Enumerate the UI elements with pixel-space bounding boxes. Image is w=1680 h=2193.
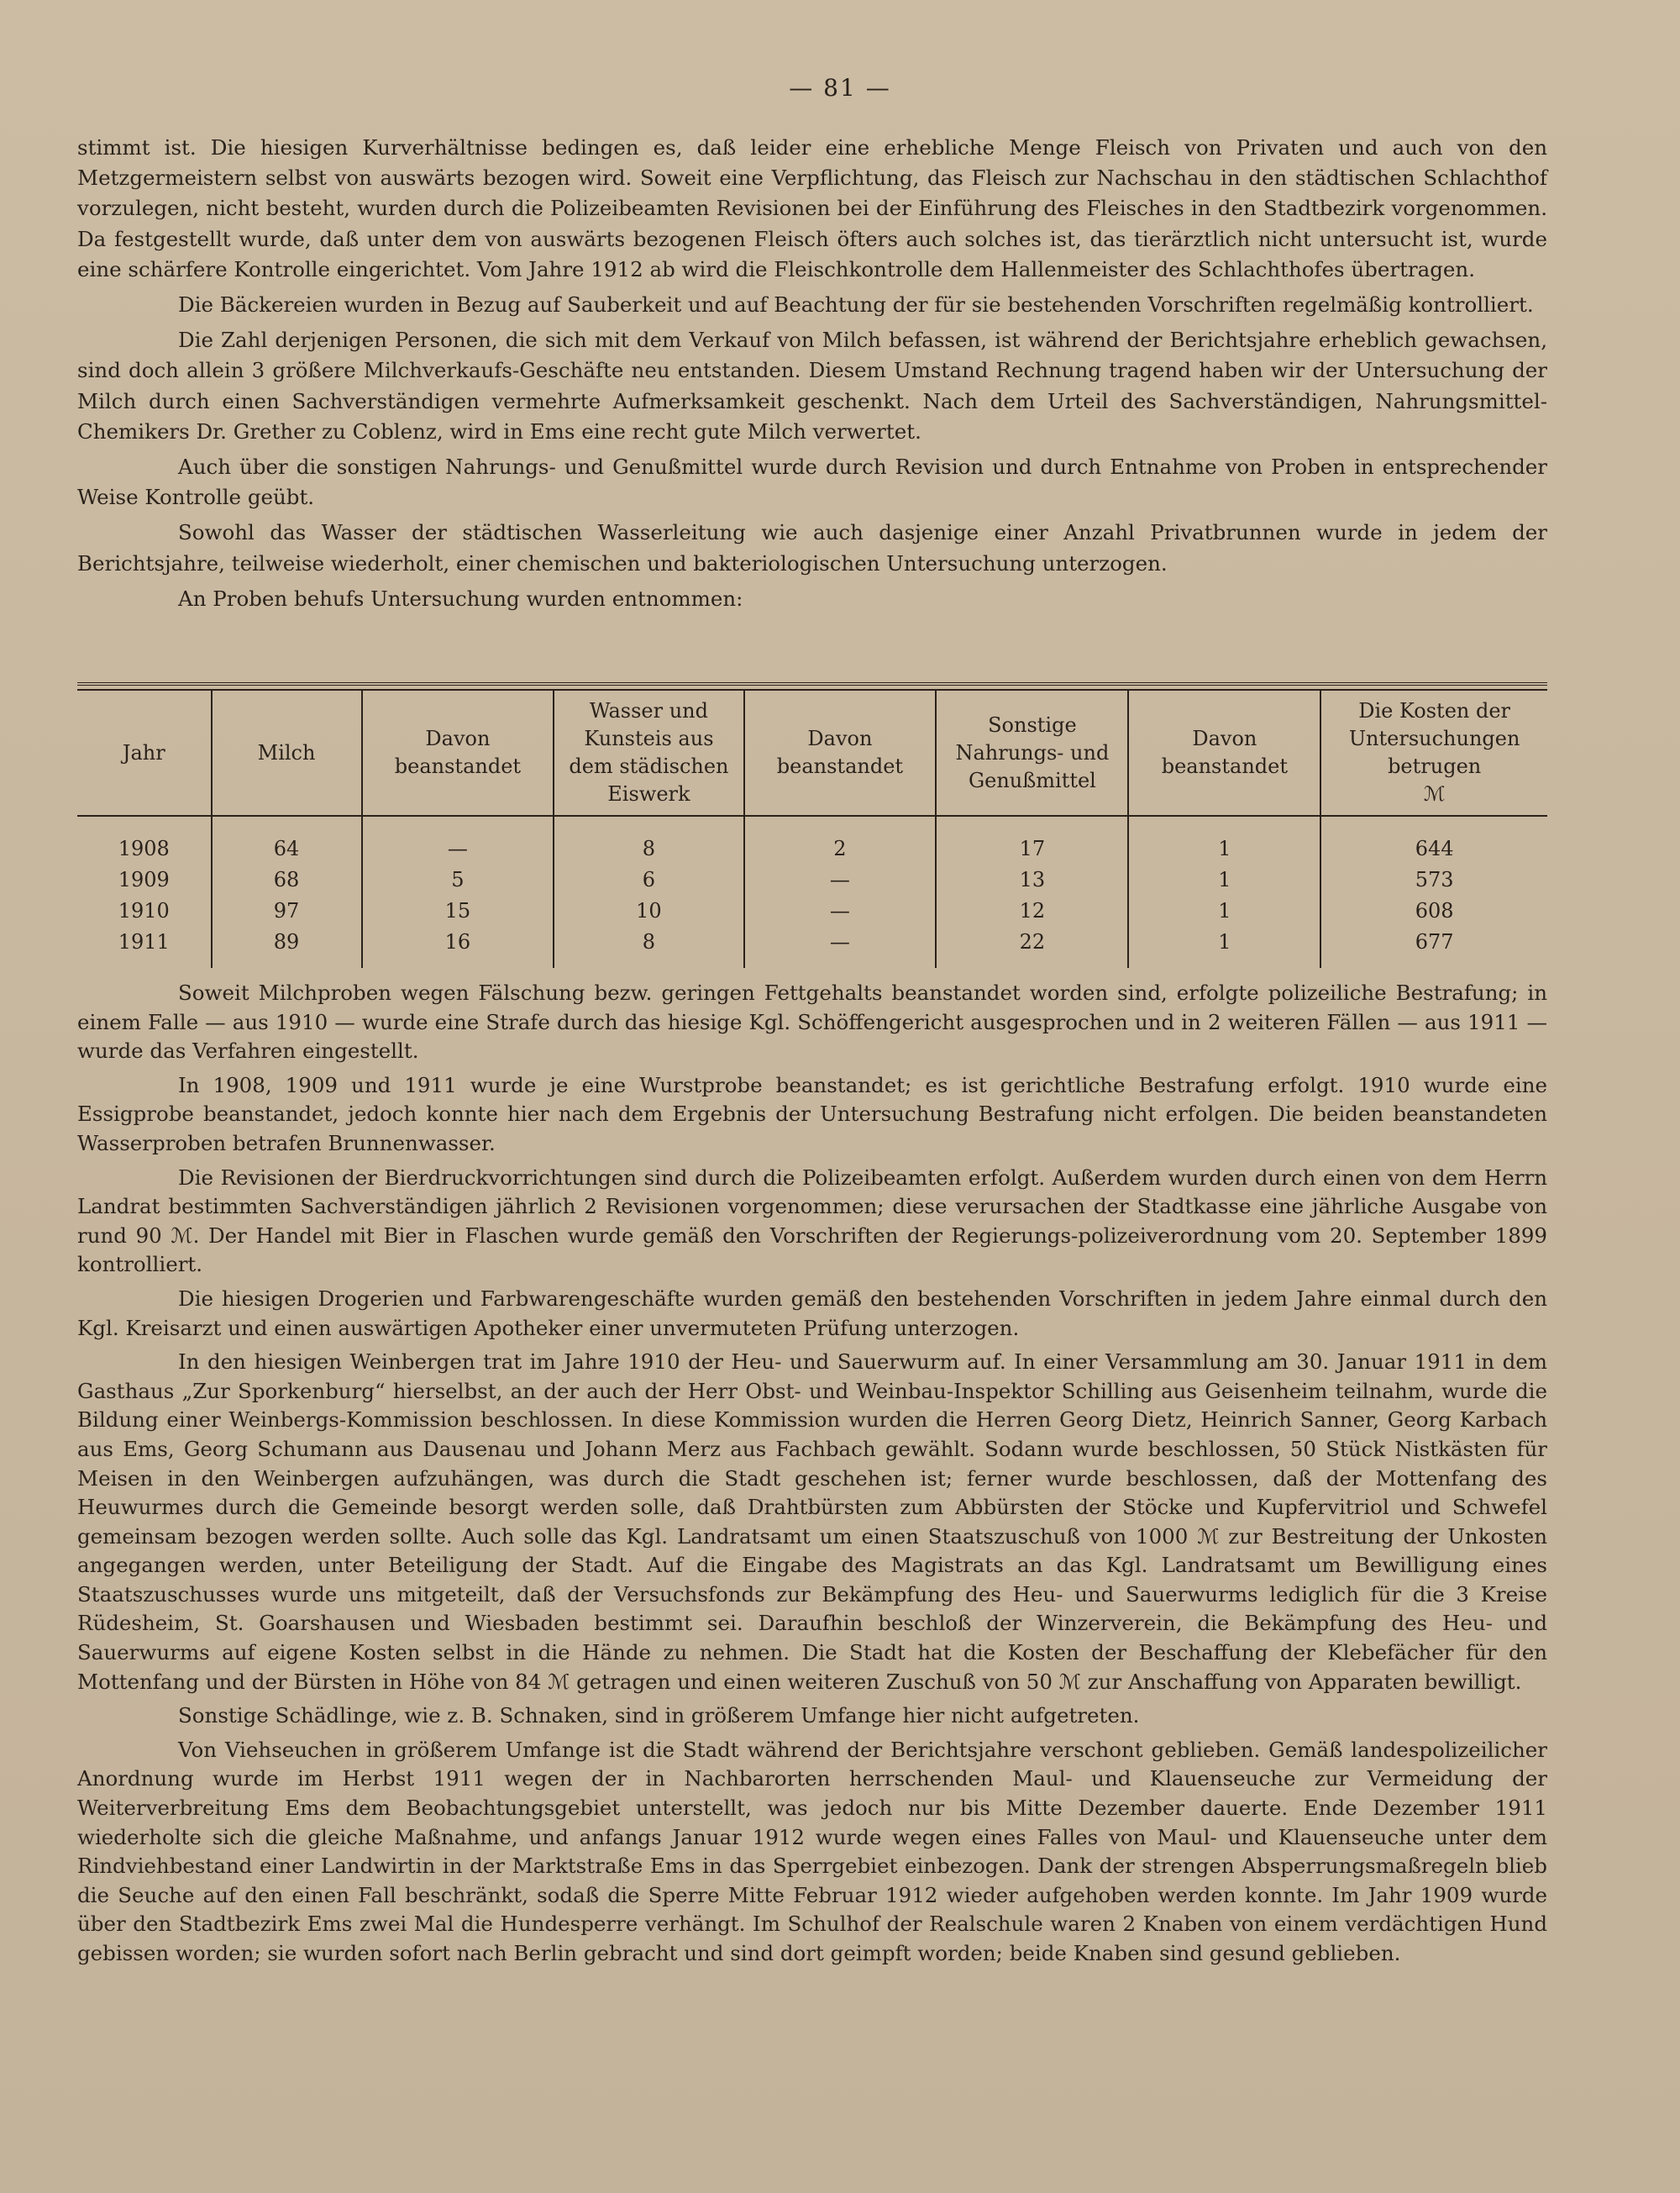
paragraph: Auch über die sonstigen Nahrungs- und Genußmittel wurde durch Revision und durch Entnahme von Proben in entsprechender Weise Kontrolle geübt. (77, 455, 1547, 510)
table-cell-sonst: 17 (936, 816, 1128, 865)
table-header-row (77, 690, 1547, 816)
table-cell-bean3: 1 (1128, 865, 1320, 896)
table-cell-kosten: 677 (1320, 927, 1547, 968)
header-milch: Milch (212, 690, 362, 816)
header-beanstandet: Davon beanstandet (744, 690, 937, 816)
table-row (77, 896, 1547, 927)
table-cell-wasser: 10 (554, 896, 743, 927)
table-cell-kosten: 644 (1320, 816, 1547, 865)
paragraph: Von Viehseuchen in größerem Umfange ist die Stadt während der Berichtsjahre verschont geblieben. Gemäß landespolizeilicher Anordnung wurde im Herbst 1911 wegen der in Nachbarorten herrschenden Maul- und Klauenseuche zur Vermeidung der Weiterverbreitung Ems dem Beobachtungsgebiet unterstellt, was jedoch nur bis Mitte Dezember dauerte. Ende Dezember 1911 wiederholte sich die gleiche Maßnahme, und anfangs Januar 1912 wurde wegen eines Falles von Maul- und Klauenseuche unter dem Rindviehbestand einer Landwirtin in der Marktstraße Ems in das Sperrgebiet einbezogen. Dank der strengen Absperrungsmaßregeln blieb die Seuche auf den einen Fall beschränkt, sodaß die Sperre Mitte Februar 1912 wieder aufgehoben werden konnte. Im Jahr 1909 wurde über den Stadtbezirk Ems zwei Mal die Hundesperre verhängt. Im Schulhof der Realschule waren 2 Knaben von einem verdächtigen Hund gebissen worden; sie wurden sofort nach Berlin gebracht und sind dort geimpft worden; beide Knaben sind gesund geblieben. (77, 1737, 1547, 1965)
text-block-bottom (77, 979, 1547, 1974)
table-cell-kosten: 608 (1320, 896, 1547, 927)
table-cell-bean2: — (744, 927, 937, 968)
table-cell-bean3: 1 (1128, 816, 1320, 865)
paragraph: Die Bäckereien wurden in Bezug auf Sauberkeit und auf Beachtung der für sie bestehenden Vorschriften regelmäßig kontrolliert. (178, 292, 1534, 318)
paragraph: Sonstige Schädlinge, wie z. B. Schnaken, sind in größerem Umfange hier nicht aufgetreten. (178, 1703, 1140, 1728)
table-cell-milch: 97 (212, 896, 362, 927)
table-cell-milch: 89 (212, 927, 362, 968)
page-number: — 81 — (789, 74, 891, 102)
table-cell-bean2: — (744, 896, 937, 927)
table-cell-bean1: 16 (362, 927, 554, 968)
table-cell-bean3: 1 (1128, 896, 1320, 927)
table-cell-year: 1910 (118, 899, 170, 923)
paragraph: Soweit Milchproben wegen Fälschung bezw. geringen Fettgehalts beanstandet worden sind, erfolgte polizeiliche Bestrafung; in einem Falle — aus 1910 — wurde eine Strafe durch das hiesige Kgl. Schöffengericht ausgesprochen und in 2 weiteren Fällen — aus 1911 — wurde das Verfahren eingestellt. (77, 981, 1547, 1064)
header-year: Jahr (77, 690, 212, 816)
table-cell-bean2: — (744, 865, 937, 896)
table-cell-wasser: 8 (554, 816, 743, 865)
header-wasser: Wasser und Kunsteis aus dem städischen Eiswerk (554, 690, 743, 816)
table-cell-bean1: 5 (362, 865, 554, 896)
table-cell-wasser: 6 (554, 865, 743, 896)
paragraph: In 1908, 1909 und 1911 wurde je eine Wurstprobe beanstandet; es ist gerichtliche Bestrafung erfolgt. 1910 wurde eine Essigprobe beanstandet, jedoch konnte hier nach dem Ergebnis der Untersuchung Bestrafung nicht erfolgen. Die beiden beanstandeten Wasserproben betrafen Brunnenwasser. (77, 1072, 1547, 1155)
paragraph: stimmt ist. Die hiesigen Kurverhältnisse bedingen es, daß leider eine erhebliche Menge Fleisch von Privaten und auch von den Metzgermeistern selbst von auswärts bezogen wird. Soweit eine Verpflichtung, das Fleisch zur Nachschau in den städtischen Schlachthof vorzulegen, nicht besteht, wurden durch die Polizeibeamten Revisionen bei der Einführung des Fleisches in den Stadtbezirk vorgenommen. Da festgestellt wurde, daß unter dem von auswärts bezogenen Fleisch öfters auch solches ist, das tierärztlich nicht untersucht ist, wurde eine schärfere Kontrolle eingerichtet. Vom Jahre 1912 ab wird die Fleischkontrolle dem Hallenmeister des Schlachthofes übertragen. (77, 135, 1547, 281)
table-row (77, 816, 1547, 865)
text-block-top (77, 133, 1547, 619)
table-cell-bean2: 2 (744, 816, 937, 865)
header-kosten (1320, 690, 1547, 816)
paragraph: Die hiesigen Drogerien und Farbwarengeschäfte wurden gemäß den bestehenden Vorschriften in jedem Jahre einmal durch den Kgl. Kreisarzt und einen auswärtigen Apotheker einer unvermuteten Prüfung unterzogen. (77, 1286, 1547, 1340)
table-cell-wasser: 8 (554, 927, 743, 968)
table-row (77, 865, 1547, 896)
paragraph: Die Zahl derjenigen Personen, die sich mit dem Verkauf von Milch befassen, ist während der Berichtsjahre erheblich gewachsen, sind doch allein 3 größere Milchverkaufs-Geschäfte neu entstanden. Diesem Umstand Rechnung tragend haben wir der Untersuchung der Milch durch einen Sachverständigen vermehrte Aufmerksamkeit geschenkt. Nach dem Urteil des Sachverständigen, Nahrungsmittel-Chemikers Dr. Grether zu Coblenz, wird in Ems eine recht gute Milch verwertet. (77, 328, 1547, 444)
table-cell-bean1: — (362, 816, 554, 865)
table-cell-sonst: 12 (936, 896, 1128, 927)
table-row (77, 927, 1547, 968)
paragraph: In den hiesigen Weinbergen trat im Jahre 1910 der Heu- und Sauerwurm auf. In einer Versammlung am 30. Januar 1911 in dem Gasthaus „Zur Sporkenburg“ hierselbst, an der auch der Herr Obst- und Weinbau-Inspektor Schilling aus Geisenheim teilnahm, wurde die Bildung einer Weinbergs-Kommission beschlossen. In diese Kommission wurden die Herren Georg Dietz, Heinrich Sanner, Georg Karbach aus Ems, Georg Schumann aus Dausenau und Johann Merz aus Fachbach gewählt. Sodann wurde beschlossen, 50 Stück Nistkästen für Meisen in den Weinbergen aufzuhängen, was durch die Stadt geschehen ist; ferner wurde beschlossen, daß der Mottenfang des Heuwurmes durch die Gemeinde besorgt werden solle, daß Drahtbürsten zum Abbürsten der Stöcke und Kupfervitriol und Schwefel gemeinsam bezogen werden sollte. Auch solle das Kgl. Landratsamt um einen Staatszuschuß von 1000 ℳ zur Bestreitung der Unkosten angegangen werden, unter Beteiligung der Stadt. Auf die Eingabe des Magistrats an das Kgl. Landratsamt um Bewilligung eines Staatszuschusses wurde uns mitgeteilt, daß der Versuchsfonds zur Bekämpfung des Heu- und Sauerwurms lediglich für die 3 Kreise Rüdesheim, St. Goarshausen und Wiesbaden bestimmt sei. Daraufhin beschloß der Winzerverein, die Bekämpfung des Heu- und Sauerwurms auf eigene Kosten selbst in die Hände zu nehmen. Die Stadt hat die Kosten der Beschaffung der Klebefächer für den Mottenfang und der Bürsten in Höhe von 84 ℳ getragen und einen weiteren Zuschuß von 50 ℳ zur Anschaffung von Apparaten bewilligt. (77, 1349, 1547, 1694)
paragraph: Sowohl das Wasser der städtischen Wasserleitung wie auch dasjenige einer Anzahl Privatbrunnen wurde in jedem der Berichtsjahre, teilweise wiederholt, einer chemischen und bakteriologischen Untersuchung unterzogen. (77, 520, 1547, 576)
table-cell-kosten: 573 (1320, 865, 1547, 896)
header-beanstandet: Davon beanstandet (362, 690, 554, 816)
samples-table (77, 682, 1547, 968)
table-cell-sonst: 13 (936, 865, 1128, 896)
paragraph: Die Revisionen der Bierdruckvorrichtungen sind durch die Polizeibeamten erfolgt. Außerdem wurden durch einen von dem Herrn Landrat bestimmten Sachverständigen jährlich 2 Revisionen vorgenommen; diese verursachen der Stadtkasse eine jährliche Ausgabe von rund 90 ℳ. Der Handel mit Bier in Flaschen wurde gemäß den Vorschriften der Regierungs-polizeiverordnung vom 20. September 1899 kontrolliert. (77, 1165, 1547, 1277)
table-cell-sonst: 22 (936, 927, 1128, 968)
header-kosten-label: Die Kosten der Untersuchungen betrugen (1348, 699, 1520, 778)
table-cell-year: 1908 (118, 837, 170, 860)
header-beanstandet: Davon beanstandet (1128, 690, 1320, 816)
table-cell-milch: 68 (212, 865, 362, 896)
header-kosten-unit: ℳ (1423, 782, 1446, 806)
table-cell-year: 1909 (118, 868, 170, 891)
paragraph: An Proben behufs Untersuchung wurden entnommen: (178, 586, 743, 611)
table-cell-year: 1911 (118, 930, 170, 954)
table-cell-bean3: 1 (1128, 927, 1320, 968)
table-cell-milch: 64 (212, 816, 362, 865)
table-cell-bean1: 15 (362, 896, 554, 927)
header-sonstige: Sonstige Nahrungs- und Genußmittel (936, 690, 1128, 816)
